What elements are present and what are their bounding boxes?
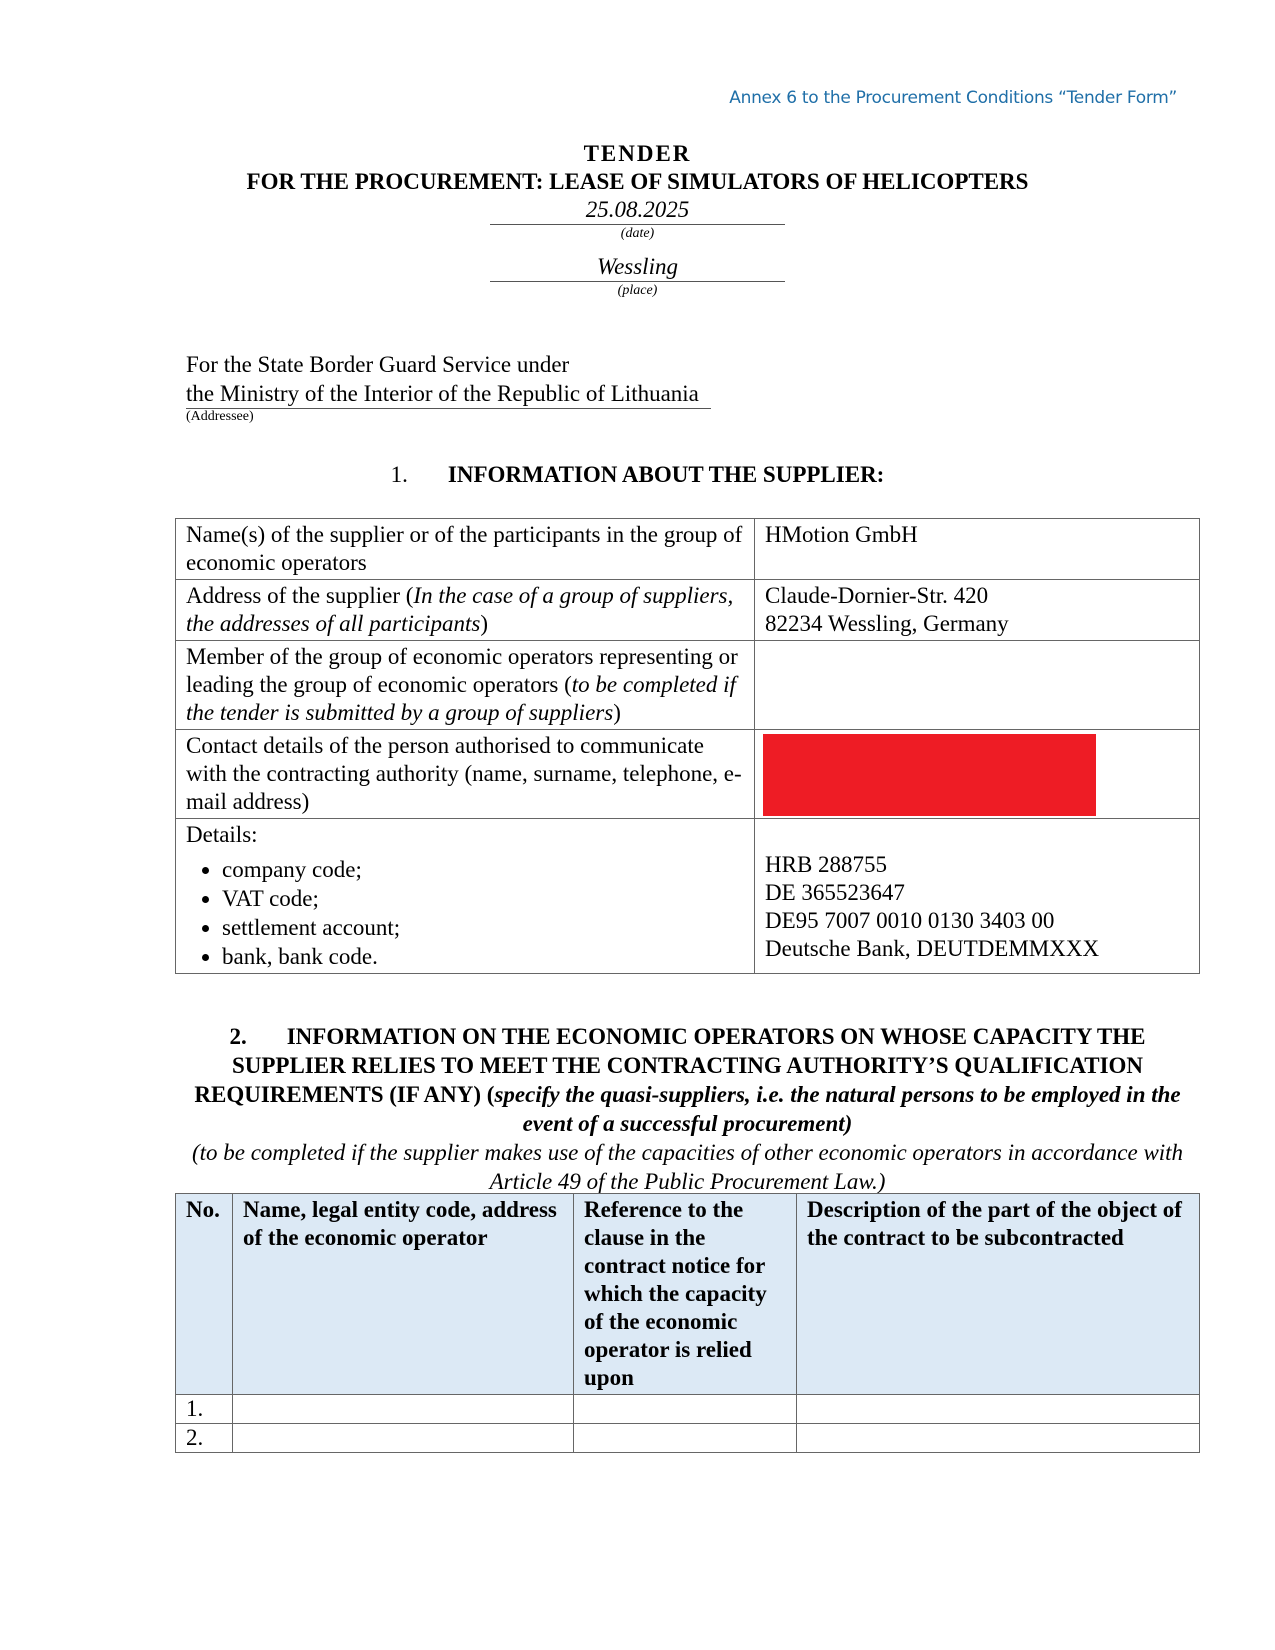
addressee-caption: (Addressee) [186,409,254,424]
details-list [186,855,744,971]
document-title: TENDER [583,141,692,166]
list-item: • bank, bank code. [222,942,744,971]
row-no: 1. [176,1395,233,1424]
header-name: Name, legal entity code, address of the economic operator [233,1194,574,1395]
redaction-block [763,734,1096,816]
row-description[interactable] [797,1395,1200,1424]
label-italic-text: to be completed if the tender is submitted by a group of suppliers [186,672,736,725]
procurement-title: FOR THE PROCUREMENT: LEASE OF SIMULATORS OF HELICOPTERS [246,169,1029,194]
addressee-line-1: For the State Border Guard Service under [186,352,570,377]
annex-header: Annex 6 to the Procurement Conditions “Tender Form” [729,88,1177,108]
addressee-line-2: the Ministry of the Interior of the Republic of Lithuania [186,379,711,409]
list-item: • company code; [222,855,744,884]
row-no: 2. [176,1424,233,1453]
group-leader-value [755,641,1200,730]
vat-code: DE 365523647 [765,880,905,905]
settlement-account: DE95 7007 0010 0130 3403 00 [765,908,1055,933]
section-1-title: INFORMATION ABOUT THE SUPPLIER: [447,462,885,487]
date-caption: (date) [620,226,655,241]
row-name[interactable] [233,1424,574,1453]
list-item: • VAT code; [222,884,744,913]
title-block [0,140,1275,300]
table-row [176,580,1200,641]
group-leader-label [176,641,755,730]
supplier-name-value: HMotion GmbH [755,519,1200,580]
row-name[interactable] [233,1395,574,1424]
label-end: ) [613,700,621,725]
label-end: ) [480,611,488,636]
address-line-1: Claude-Dornier-Str. 420 [765,583,989,608]
supplier-name-label: Name(s) of the supplier or of the participants in the group of economic operators [176,519,755,580]
header-no: No. [176,1194,233,1395]
bank-code: Deutsche Bank, DEUTDEMMXXX [765,936,1100,961]
header-reference: Reference to the clause in the contract notice for which the capacity of the economic operator is relied upon [574,1194,797,1395]
label-italic-text: In the case of a group of suppliers, the addresses of all participants [186,583,734,636]
header-description: Description of the part of the object of the contract to be subcontracted [797,1194,1200,1395]
table-row [176,1395,1200,1424]
row-reference[interactable] [574,1424,797,1453]
label-text: Address of the supplier ( [186,583,414,608]
supplier-info-table [175,518,1200,974]
section-2-note: (to be completed if the supplier makes use of the capacities of other economic operators in accordance with Article 49 of the Public Procurement Law.) [191,1140,1184,1194]
details-values [755,819,1200,974]
addressee-block [186,350,711,425]
section-1-heading [0,462,1275,488]
section-2-number: 2. [229,1024,247,1049]
section-1-number: 1. [390,462,408,487]
table-row [176,1424,1200,1453]
details-label [176,819,755,974]
economic-operators-table [175,1193,1200,1453]
contact-details-label: Contact details of the person authorised to communicate with the contracting authority (name, surname, telephone, e-mail address) [176,730,755,819]
place-field: Wessling [490,253,785,282]
address-line-2: 82234 Wessling, Germany [765,611,1009,636]
details-heading: Details: [186,822,258,847]
section-2-title [175,1022,1200,1138]
contact-details-value [755,730,1200,819]
place-caption: (place) [617,283,658,298]
table-row [176,819,1200,974]
table-header-row [176,1194,1200,1395]
table-row [176,519,1200,580]
label-text: Member of the group of economic operators representing or leading the group of economic operators ( [186,644,738,697]
section-2-heading [175,1022,1200,1196]
supplier-address-label [176,580,755,641]
date-field: 25.08.2025 [490,196,785,225]
table-row [176,730,1200,819]
supplier-address-value [755,580,1200,641]
table-row [176,641,1200,730]
section-2-title-bold: INFORMATION ON THE ECONOMIC OPERATORS ON WHOSE CAPACITY THE SUPPLIER RELIES TO MEET THE CONTRACTING AUTHORITY’S QUALIFICATION REQUIREMENTS (IF ANY) ( [194,1024,1146,1107]
list-item: • settlement account; [222,913,744,942]
row-reference[interactable] [574,1395,797,1424]
section-2-title-italic: specify the quasi-suppliers, i.e. the natural persons to be employed in the event of a successful procurement) [494,1082,1181,1136]
row-description[interactable] [797,1424,1200,1453]
company-code: HRB 288755 [765,852,888,877]
